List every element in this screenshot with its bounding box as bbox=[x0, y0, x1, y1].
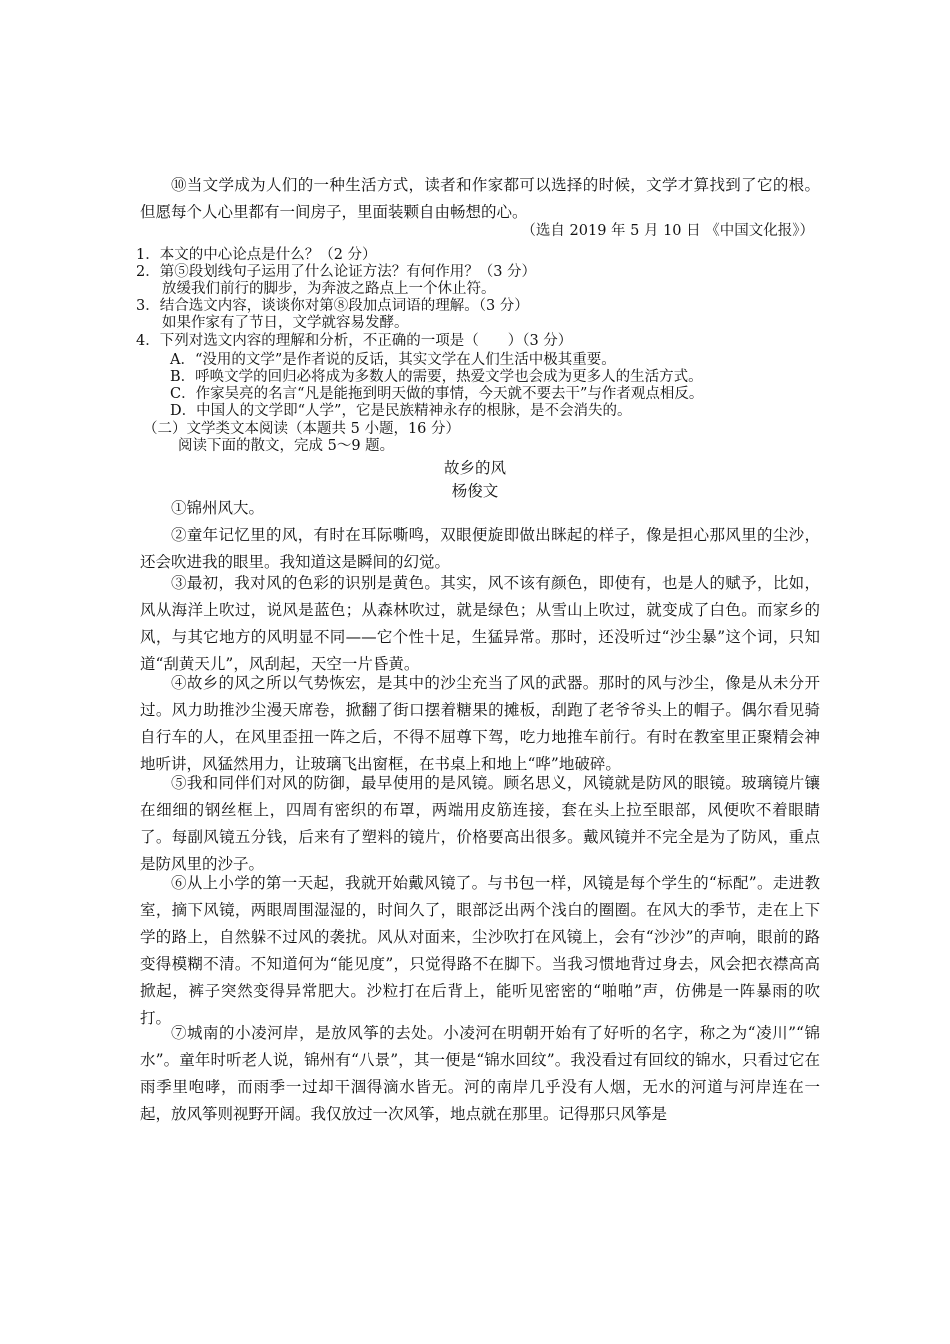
essay-author: 杨俊文 bbox=[451, 482, 499, 500]
essay-title: 故乡的风 bbox=[443, 459, 506, 477]
question-2-quote: 放缓我们前行的脚步，为奔波之路点上一个休止符。 bbox=[162, 281, 496, 297]
article-paragraph-10: ⑩当文学成为人们的一种生活方式，读者和作家都可以选择的时候，文学才算找到了它的根。但愿每个人心里都有一间房子，里面装颗自由畅想的心。 bbox=[140, 176, 820, 221]
question-4-option-b: B．呼唤文学的回归必将成为多数人的需要，热爱文学也会成为更多人的生活方式。 bbox=[170, 369, 703, 385]
question-3: 3．结合选文内容，谈谈你对第⑧段加点词语的理解。（3 分） bbox=[136, 298, 529, 314]
question-4: 4．下列对选文内容的理解和分析，不正确的一项是（ ）（3 分） bbox=[136, 333, 573, 349]
essay-paragraph-1: ①锦州风大。 bbox=[171, 499, 265, 517]
section-instruction: 阅读下面的散文，完成 5～9 题。 bbox=[178, 438, 395, 454]
essay-paragraph-3: ③最初，我对风的色彩的识别是黄色。其实，风不该有颜色，即使有，也是人的赋予，比如，风从海洋上吹过，说风是蓝色；从森林吹过，就是绿色；从雪山上吹过，就变成了白色。而家乡的风，与其它地方的风明显不同——它个性十足，生猛异常。那时，还没听过“沙尘暴”这个词，只知道“刮黄天儿”，风刮起，天空一片昏黄。 bbox=[140, 574, 820, 673]
question-4-option-a: A．“没用的文学”是作者说的反话，其实文学在人们生活中极其重要。 bbox=[170, 352, 616, 368]
section-heading: （二）文学类文本阅读（本题共 5 小题，16 分） bbox=[143, 421, 461, 437]
question-3-quote: 如果作家有了节日，文学就容易发酵。 bbox=[162, 315, 409, 331]
question-2: 2．第⑤段划线句子运用了什么论证方法？有何作用？（3 分） bbox=[136, 264, 537, 280]
essay-paragraph-2: ②童年记忆里的风，有时在耳际嘶鸣，双眼便旋即做出眯起的样子，像是担心那风里的尘沙，还会吹进我的眼里。我知道这是瞬间的幻觉。 bbox=[140, 526, 820, 571]
essay-paragraph-6: ⑥从上小学的第一天起，我就开始戴风镜了。与书包一样，风镜是每个学生的“标配”。走进教室，摘下风镜，两眼周围湿湿的，时间久了，眼部泛出两个浅白的圈圈。在风大的季节，走在上下学的路上，自然躲不过风的袭扰。风从对面来，尘沙吹打在风镜上，会有“沙沙”的声响，眼前的路变得模糊不清。不知道何为“能见度”，只觉得路不在脚下。当我习惯地背过身去，风会把衣襟高高掀起，裤子突然变得异常肥大。沙粒打在后背上，能听见密密的“啪啪”声，仿佛是一阵暴雨的吹打。 bbox=[140, 874, 820, 1027]
question-1: 1．本文的中心论点是什么？（2 分） bbox=[136, 247, 377, 263]
question-4-option-c: C．作家吴亮的名言“凡是能拖到明天做的事情，今天就不要去干”与作者观点相反。 bbox=[170, 386, 704, 402]
essay-paragraph-5: ⑤我和同伴们对风的防御，最早使用的是风镜。顾名思义，风镜就是防风的眼镜。玻璃镜片镶在细细的钢丝框上，四周有密织的布罩，两端用皮筋连接，套在头上拉至眼部，风便吹不着眼睛了。每副风镜五分钱，后来有了塑料的镜片，价格要高出很多。戴风镜并不完全是为了防风，重点是防风里的沙子。 bbox=[140, 774, 820, 873]
article-source: （选自 2019 年 5 月 10 日 《中国文化报》） bbox=[521, 223, 814, 239]
essay-paragraph-7: ⑦城南的小凌河岸，是放风筝的去处。小凌河在明朝开始有了好听的名字，称之为“凌川”“锦水”。童年时听老人说，锦州有“八景”，其一便是“锦水回纹”。我没看过有回纹的锦水，只看过它在雨季里咆哮，而雨季一过却干涸得滴水皆无。河的南岸几乎没有人烟，无水的河道与河岸连在一起，放风筝则视野开阔。我仅放过一次风筝，地点就在那里。记得那只风筝是 bbox=[140, 1024, 820, 1123]
question-4-option-d: D．中国人的文学即“人学”，它是民族精神永存的根脉，是不会消失的。 bbox=[170, 403, 632, 419]
essay-paragraph-4: ④故乡的风之所以气势恢宏，是其中的沙尘充当了风的武器。那时的风与沙尘，像是从未分开过。风力助推沙尘漫天席卷，掀翻了街口摆着糖果的摊板，刮跑了老爷爷头上的帽子。偶尔看见骑自行车的人，在风里歪扭一阵之后，不得不屈尊下驾，吃力地推车前行。有时在教室里正聚精会神地听讲，风猛然用力，让玻璃飞出窗框，在书桌上和地上“哗”地破碎。 bbox=[140, 674, 820, 773]
